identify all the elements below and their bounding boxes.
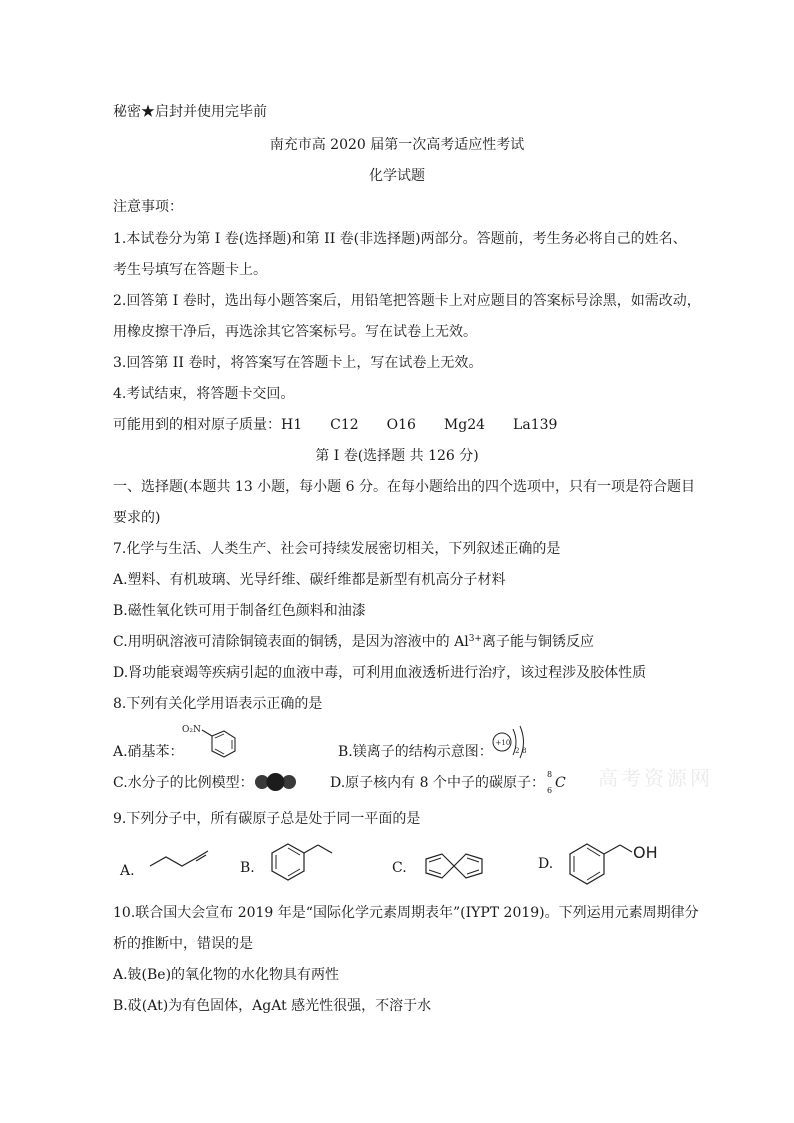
nucleus-charge: +10 xyxy=(495,739,511,747)
q8-option-d-label: D.原子核内有 8 个中子的碳原子： 8 6 C xyxy=(330,770,566,795)
water-space-filling-model xyxy=(253,771,301,797)
q10-stem-b: 析的推断中，错误的是 xyxy=(113,936,253,952)
section-1-title: 第 I 卷(选择题 共 126 分) xyxy=(315,448,479,464)
q9-option-c-label: C. xyxy=(392,860,407,876)
atomic-masses: 可能用到的相对原子质量：H1 C12 O16 Mg24 La139 xyxy=(113,417,558,433)
benzyl-alcohol-structure xyxy=(560,836,670,896)
q8-option-c-label: C.水分子的比例模型： xyxy=(113,775,254,791)
exam-title: 南充市高 2020 届第一次高考适应性考试 xyxy=(269,137,525,153)
magnesium-ion-diagram xyxy=(488,722,530,768)
q10-option-b: B.砹(At)为有色固体，AgAt 感光性很强，不溶于水 xyxy=(113,998,432,1014)
q7-stem: 7.化学与生活、人类生产、社会可持续发展密切相关，下列叙述正确的是 xyxy=(113,541,561,557)
q7-option-a: A.塑料、有机玻璃、光导纤维、碳纤维都是新型有机高分子材料 xyxy=(113,572,506,588)
butene-structure xyxy=(146,846,212,876)
secret-label: 秘密★启封并使用完毕前 xyxy=(113,104,267,120)
q9-option-a-label: A. xyxy=(120,863,135,879)
note-2b: 用橡皮擦干净后，再选涂其它答案标号。写在试卷上无效。 xyxy=(113,324,477,340)
q9-stem: 9.下列分子中，所有碳原子总是处于同一平面的是 xyxy=(113,811,421,827)
ethylbenzene-structure xyxy=(262,838,340,894)
note-3: 3.回答第 II 卷时，将答案写在答题卡上，写在试卷上无效。 xyxy=(113,355,483,371)
q7-option-d: D.肾功能衰竭等疾病引起的血液中毒，可利用血液透析进行治疗，该过程涉及胶体性质 xyxy=(113,665,647,681)
nitro-group-label: O₂N xyxy=(182,725,201,735)
note-2a: 2.回答第 I 卷时，选出每小题答案后，用铅笔把答题卡上对应题目的答案标号涂黑，如需改动， xyxy=(113,293,701,309)
section-1-intro-b: 要求的) xyxy=(113,510,161,526)
note-1b: 考生号填写在答题卡上。 xyxy=(113,262,267,278)
q7-c-superscript: 3+ xyxy=(468,634,482,644)
spiro-diene-structure xyxy=(414,842,496,894)
q10-option-a: A.铍(Be)的氧化物的水化物具有两性 xyxy=(113,967,340,983)
hydroxyl-label: OH xyxy=(633,843,658,862)
subject-title: 化学试题 xyxy=(369,168,425,184)
note-4: 4.考试结束，将答题卡交回。 xyxy=(113,386,295,402)
q8-option-a-label: A.硝基苯： xyxy=(113,744,184,760)
q9-option-d-label: D. xyxy=(538,856,554,872)
q8-stem: 8.下列有关化学用语表示正确的是 xyxy=(113,696,323,712)
watermark: 高考资源网 xyxy=(598,766,713,790)
nitrobenzene-structure xyxy=(180,722,246,768)
carbon-isotope-symbol: 8 6 C xyxy=(546,770,566,795)
shell-2-electrons: 8 xyxy=(522,747,527,755)
shell-1-electrons: 2 xyxy=(515,747,520,755)
q9-option-b-label: B. xyxy=(240,860,255,876)
q7-option-c: C.用明矾溶液可清除铜镜表面的铜锈，是因为溶液中的 $Al^{3+}$离子能与铜锈反应 xyxy=(113,634,594,650)
q7-option-b: B.磁性氧化铁可用于制备红色颜料和油漆 xyxy=(113,603,366,619)
notes-heading: 注意事项： xyxy=(113,199,183,215)
note-1a: 1.本试卷分为第 I 卷(选择题)和第 II 卷(非选择题)两部分。答题前，考生务必将自己的姓名、 xyxy=(113,231,687,247)
q8-option-b-label: B.镁离子的结构示意图： xyxy=(338,744,493,760)
section-1-intro-a: 一、选择题(本题共 13 小题，每小题 6 分。在每小题给出的四个选项中，只有一项是符合题目 xyxy=(113,479,695,495)
q10-stem-a: 10.联合国大会宣布 2019 年是“国际化学元素周期表年”(IYPT 2019)。下列运用元素周期律分 xyxy=(113,905,699,921)
